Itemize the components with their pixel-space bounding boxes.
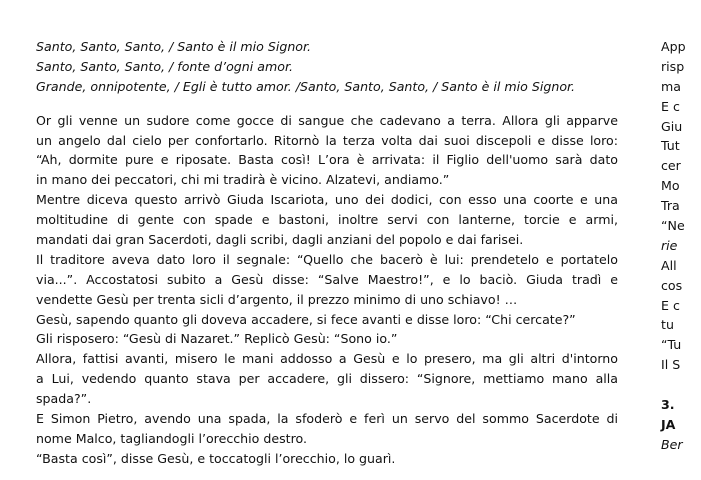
body-line: Gesù, sapendo quanto gli doveva accadere, si fece avanti e disse loro: “Chi cercate?”: [36, 311, 576, 327]
body-line: a Lui, vedendo quanto stava per accadere, gli dissero: “Signore, mettiamo mano alla: [36, 371, 618, 387]
body-line: un angelo dal cielo per confortarlo. Ritornò la terza volta dai suoi discepoli e disse loro:: [36, 132, 618, 148]
right-line: cer: [661, 158, 681, 174]
left-column: [36, 37, 618, 469]
body-line: in mano dei peccatori, chi mi tradirà è vicino. Alzatevi, andiamo.”: [36, 172, 450, 188]
right-line: “Tu: [661, 337, 682, 353]
body-line: “Basta così”, disse Gesù, e toccatogli l’orecchio, lo guarì.: [36, 450, 396, 466]
right-line: Tut: [661, 138, 680, 154]
body-line: via...”. Accostatosi subito a Gesù disse: “Salve Maestro!”, e lo baciò. Giuda tradì e: [36, 271, 618, 287]
right-line: rie: [661, 237, 678, 253]
right-line: Mo: [661, 178, 680, 194]
right-line: Ber: [661, 436, 683, 452]
right-line: Tra: [661, 198, 680, 214]
paragraph-gap: [36, 97, 618, 111]
right-line: E c: [661, 98, 680, 114]
body-line: moltitudine di gente con spade e bastoni, inoltre servi con lanterne, torcie e armi,: [36, 212, 618, 228]
right-line: ma: [661, 78, 681, 94]
right-column: [661, 37, 701, 455]
right-line: 3.: [661, 397, 675, 413]
body-line: “Ah, dormite pure e riposate. Basta così! L’ora è arrivata: il Figlio dell'uomo sarà dato: [36, 152, 618, 168]
right-line: [661, 375, 701, 395]
body-line: spada?”.: [36, 391, 92, 407]
right-line: JA: [661, 416, 676, 432]
right-line: “Ne: [661, 218, 685, 234]
body-line: Or gli venne un sudore come gocce di sangue che cadevano a terra. Allora gli apparve: [36, 112, 618, 128]
body-line: E Simon Pietro, avendo una spada, la sfoderò e ferì un servo del sommo Sacerdote di: [36, 411, 618, 427]
body-line: mandati dai gran Sacerdoti, dagli scribi, dagli anziani del popolo e dai farisei.: [36, 232, 524, 248]
right-line: tu: [661, 317, 674, 333]
right-line: E c: [661, 297, 680, 313]
right-line: risp: [661, 58, 685, 74]
hymn-line: Santo, Santo, Santo, / fonte d’ogni amor.: [36, 58, 293, 74]
right-line: App: [661, 39, 686, 54]
right-line: Giu: [661, 118, 683, 134]
body-line: Allora, fattisi avanti, misero le mani addosso a Gesù e lo presero, ma gli altri d'intorno: [36, 351, 618, 367]
right-line: cos: [661, 277, 683, 293]
body-line: vendette Gesù per trenta sicli d’argento, il prezzo minimo di uno schiavo! …: [36, 291, 518, 307]
body-line: nome Malco, tagliandogli l’orecchio destro.: [36, 430, 307, 446]
body-line: Il traditore aveva dato loro il segnale: “Quello che bacerò è lui: prendetelo e portatelo: [36, 251, 618, 267]
body-line: Gli risposero: “Gesù di Nazaret.” Replicò Gesù: “Sono io.”: [36, 331, 398, 347]
right-line: Il S: [661, 357, 681, 373]
body-line: Mentre diceva questo arrivò Giuda Iscariota, uno dei dodici, con esso una coorte e una: [36, 192, 618, 208]
hymn-line: Grande, onnipotente, / Egli è tutto amor. /Santo, Santo, Santo, / Santo è il mio Signor.: [36, 78, 576, 94]
right-line: All: [661, 257, 677, 273]
hymn-line: Santo, Santo, Santo, / Santo è il mio Signor.: [36, 39, 312, 54]
